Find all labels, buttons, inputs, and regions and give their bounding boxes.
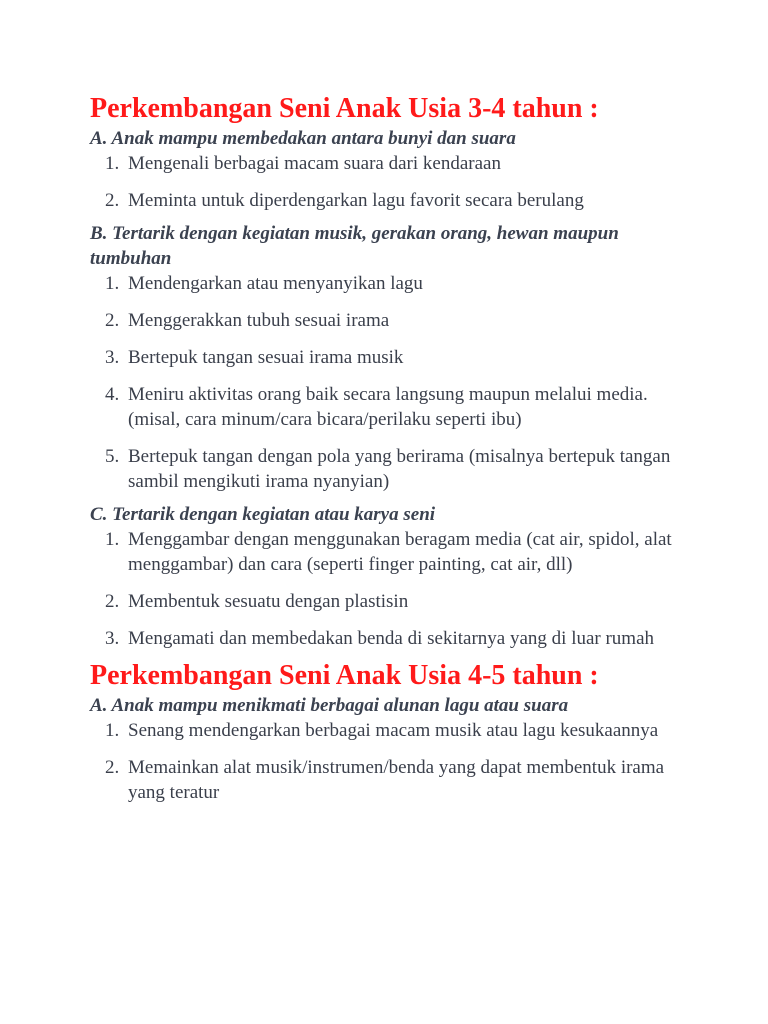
list-item: 1. Mengenali berbagai macam suara dari kendaraan <box>105 153 501 174</box>
list-item: 2. Menggerakkan tubuh sesuai irama <box>105 310 390 331</box>
list-item: 2. Meminta untuk diperdengarkan lagu favorit secara berulang <box>105 190 584 211</box>
numbered-list <box>90 271 690 494</box>
list-item: 2. Memainkan alat musik/instrumen/benda yang dapat membentuk irama yang teratur <box>105 757 665 803</box>
list-item: 1. Senang mendengarkan berbagai macam musik atau lagu kesukaannya <box>105 720 659 741</box>
list-item: 1. Mendengarkan atau menyanyikan lagu <box>105 273 423 294</box>
list-item: 1. Menggambar dengan menggunakan beragam media (cat air, spidol, alat menggambar) dan cara (seperti finger painting, cat air, dll) <box>105 529 672 575</box>
list-item: 3. Mengamati dan membedakan benda di sekitarnya yang di luar rumah <box>105 628 655 649</box>
list-item: 5. Bertepuk tangan dengan pola yang berirama (misalnya bertepuk tangan sambil mengikuti irama nyanyian) <box>105 446 671 492</box>
list-item: 3. Bertepuk tangan sesuai irama musik <box>105 347 404 368</box>
group-heading: A. Anak mampu membedakan antara bunyi dan suara <box>90 128 516 149</box>
section-title: Perkembangan Seni Anak Usia 4-5 tahun : <box>90 660 599 691</box>
numbered-list <box>90 527 690 651</box>
group-heading: C. Tertarik dengan kegiatan atau karya seni <box>90 504 436 525</box>
numbered-list <box>90 151 690 213</box>
list-item: 2. Membentuk sesuatu dengan plastisin <box>105 591 409 612</box>
section-title: Perkembangan Seni Anak Usia 3-4 tahun : <box>90 93 599 124</box>
group-heading: B. Tertarik dengan kegiatan musik, gerakan orang, hewan maupun tumbuhan <box>90 223 619 269</box>
numbered-list <box>90 718 690 805</box>
document-page <box>90 92 690 805</box>
group-heading: A. Anak mampu menikmati berbagai alunan lagu atau suara <box>90 695 569 716</box>
list-item: 4. Meniru aktivitas orang baik secara langsung maupun melalui media. (misal, cara minum/cara bicara/perilaku seperti ibu) <box>105 384 648 430</box>
